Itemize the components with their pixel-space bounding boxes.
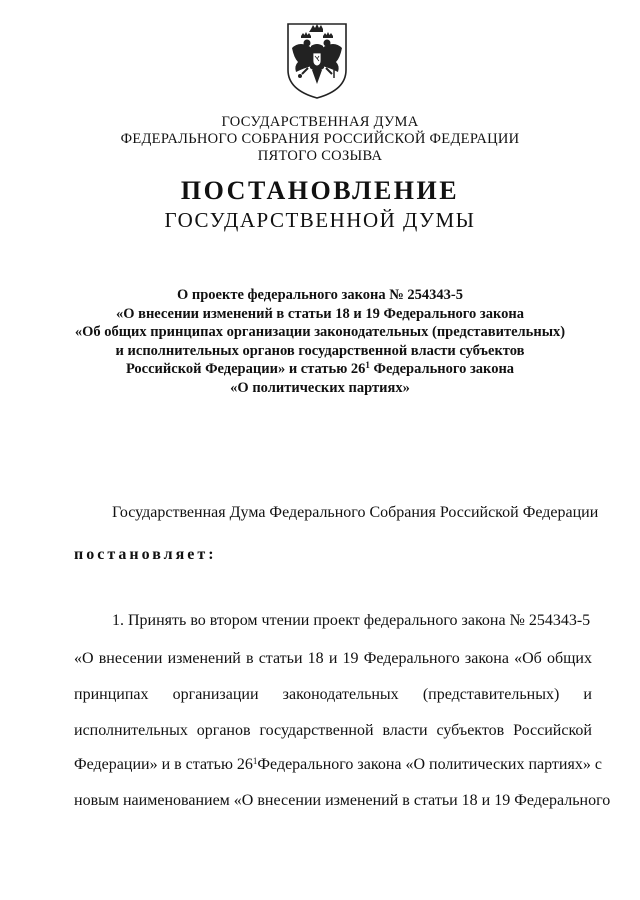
header-line-3: ПЯТОГО СОЗЫВА	[257, 148, 383, 164]
paragraph-1-line-1: 1. Принять во втором чтении проект федерального закона № 254343-5	[112, 612, 591, 629]
header-line-2: ФЕДЕРАЛЬНОГО СОБРАНИЯ РОССИЙСКОЙ ФЕДЕРАЦИИ	[120, 131, 520, 147]
subject-line-5	[0, 360, 640, 379]
paragraph-1-line-2: «О внесении изменений в статьи 18 и 19 Федерального закона «Об общих	[74, 650, 592, 667]
subject-line-6: «О политических партиях»	[230, 379, 410, 396]
subject-superscript: 1	[365, 360, 370, 370]
body-intro: Государственная Дума Федерального Собрания Российской Федерации	[112, 504, 599, 521]
line-5-start	[74, 756, 257, 774]
line-5-superscript: 1	[252, 756, 258, 766]
body-decrees: постановляет:	[74, 546, 217, 563]
coat-of-arms-emblem	[282, 18, 352, 102]
issuer-header	[0, 114, 640, 165]
paragraph-1-line-3: принципах организации законодательных (представительных) и	[74, 686, 592, 703]
subject-line-4: и исполнительных органов государственной власти субъектов	[115, 342, 525, 359]
subject-line-3: «Об общих принципах организации законодательных (представительных)	[74, 324, 566, 340]
paragraph-1-line-6: новым наименованием «О внесении изменений в статьи 18 и 19 Федерального	[74, 792, 611, 809]
subject-line-5-start: Российской Федерации» и статью 26	[125, 361, 366, 377]
document-subtitle: ГОСУДАРСТВЕННОЙ ДУМЫ	[164, 208, 476, 232]
line-5-end: Федерального закона «О политических партиях» с	[257, 756, 602, 773]
paragraph-1-line-4: исполнительных органов государственной власти субъектов Российской	[74, 722, 592, 739]
header-line-1: ГОСУДАРСТВЕННАЯ ДУМА	[221, 114, 419, 130]
document-subject	[0, 286, 640, 397]
paragraph-1-line-5	[74, 756, 602, 774]
line-5-text: Федерации» и в статью 26	[74, 756, 253, 773]
subject-line-1: О проекте федерального закона № 254343-5	[176, 287, 464, 303]
subject-line-5-end: Федерального закона	[369, 361, 515, 377]
document-title: ПОСТАНОВЛЕНИЕ	[180, 176, 460, 205]
subject-line-2: «О внесении изменений в статьи 18 и 19 Федерального закона	[115, 305, 525, 322]
